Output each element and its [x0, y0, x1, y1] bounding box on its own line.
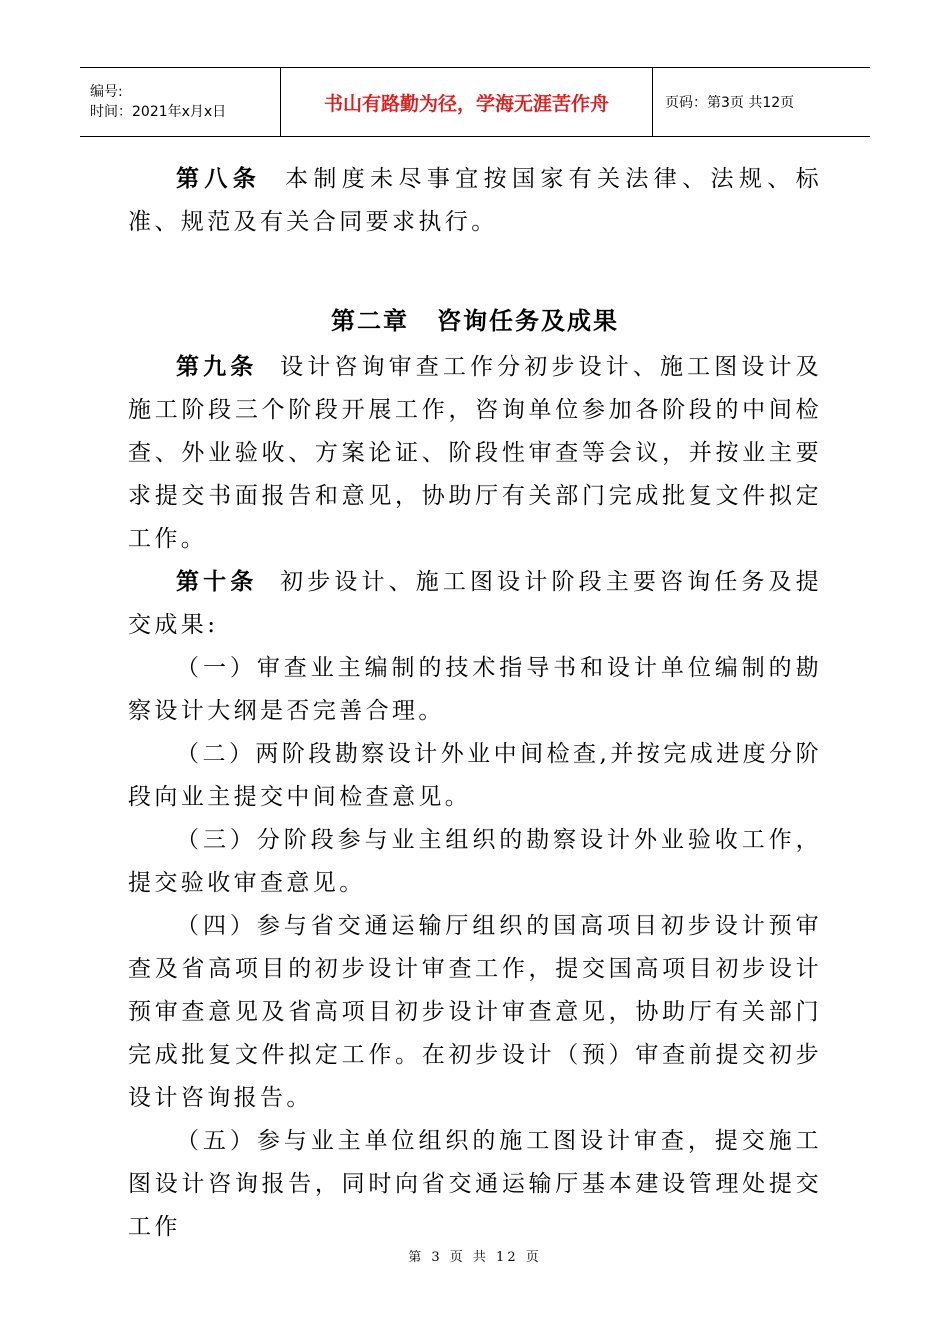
header-motto: [280, 68, 653, 136]
article-8: [128, 158, 822, 244]
document-date-label: 时间：2021年x月x日: [90, 104, 227, 120]
article-10-text: 初步设计、施工图设计阶段主要咨询任务及提交成果:: [128, 569, 823, 638]
article-9-title: 第九条: [176, 354, 258, 380]
motto-text: 书山有路勤为径，学海无涯苦作舟: [323, 92, 609, 115]
page-footer: [0, 1246, 950, 1265]
document-body: [128, 158, 822, 1249]
list-item: （一）审查业主编制的技术指导书和设计单位编制的勘察设计大纲是否完善合理。: [128, 655, 822, 724]
page-info-text: 页码：第3页 共12页: [665, 95, 795, 111]
article-10: [128, 561, 822, 647]
page-header: [80, 67, 870, 137]
article-9: [128, 346, 822, 561]
footer-page-number: 第 3 页 共 12 页: [408, 1250, 542, 1265]
chapter-title: 咨询任务及成果: [437, 307, 619, 335]
document-number-label: 编号:: [90, 84, 123, 100]
list-item: （三）分阶段参与业主组织的勘察设计外业验收工作，提交验收审查意见。: [128, 827, 822, 896]
article-8-title: 第八条: [176, 166, 262, 192]
chapter-heading: [128, 300, 822, 343]
header-meta: [80, 68, 280, 136]
article-9-text: 设计咨询审查工作分初步设计、施工图设计及施工阶段三个阶段开展工作，咨询单位参加各阶段的中间检查、外业验收、方案论证、阶段性审查等会议，并按业主要求提交书面报告和意见，协助厅有关部门完成批复文件拟定工作。: [128, 354, 823, 552]
list-item: （四）参与省交通运输厅组织的国高项目初步设计预审查及省高项目的初步设计审查工作，提交国高项目初步设计预审查意见及省高项目初步设计审查意见，协助厅有关部门完成批复文件拟定工作。在初步设计（预）审查前提交初步设计咨询报告。: [128, 913, 822, 1111]
article-8-text: 本制度未尽事宜按国家有关法律、法规、标准、规范及有关合同要求执行。: [128, 166, 822, 235]
chapter-number: 第二章: [331, 307, 409, 335]
list-item: （五）参与业主单位组织的施工图设计审查，提交施工图设计咨询报告，同时向省交通运输厅基本建设管理处提交工作: [128, 1128, 822, 1240]
header-page-info: [653, 68, 870, 136]
list-item: （二）两阶段勘察设计外业中间检查,并按完成进度分阶段向业主提交中间检查意见。: [128, 741, 822, 810]
article-10-title: 第十条: [176, 569, 258, 595]
